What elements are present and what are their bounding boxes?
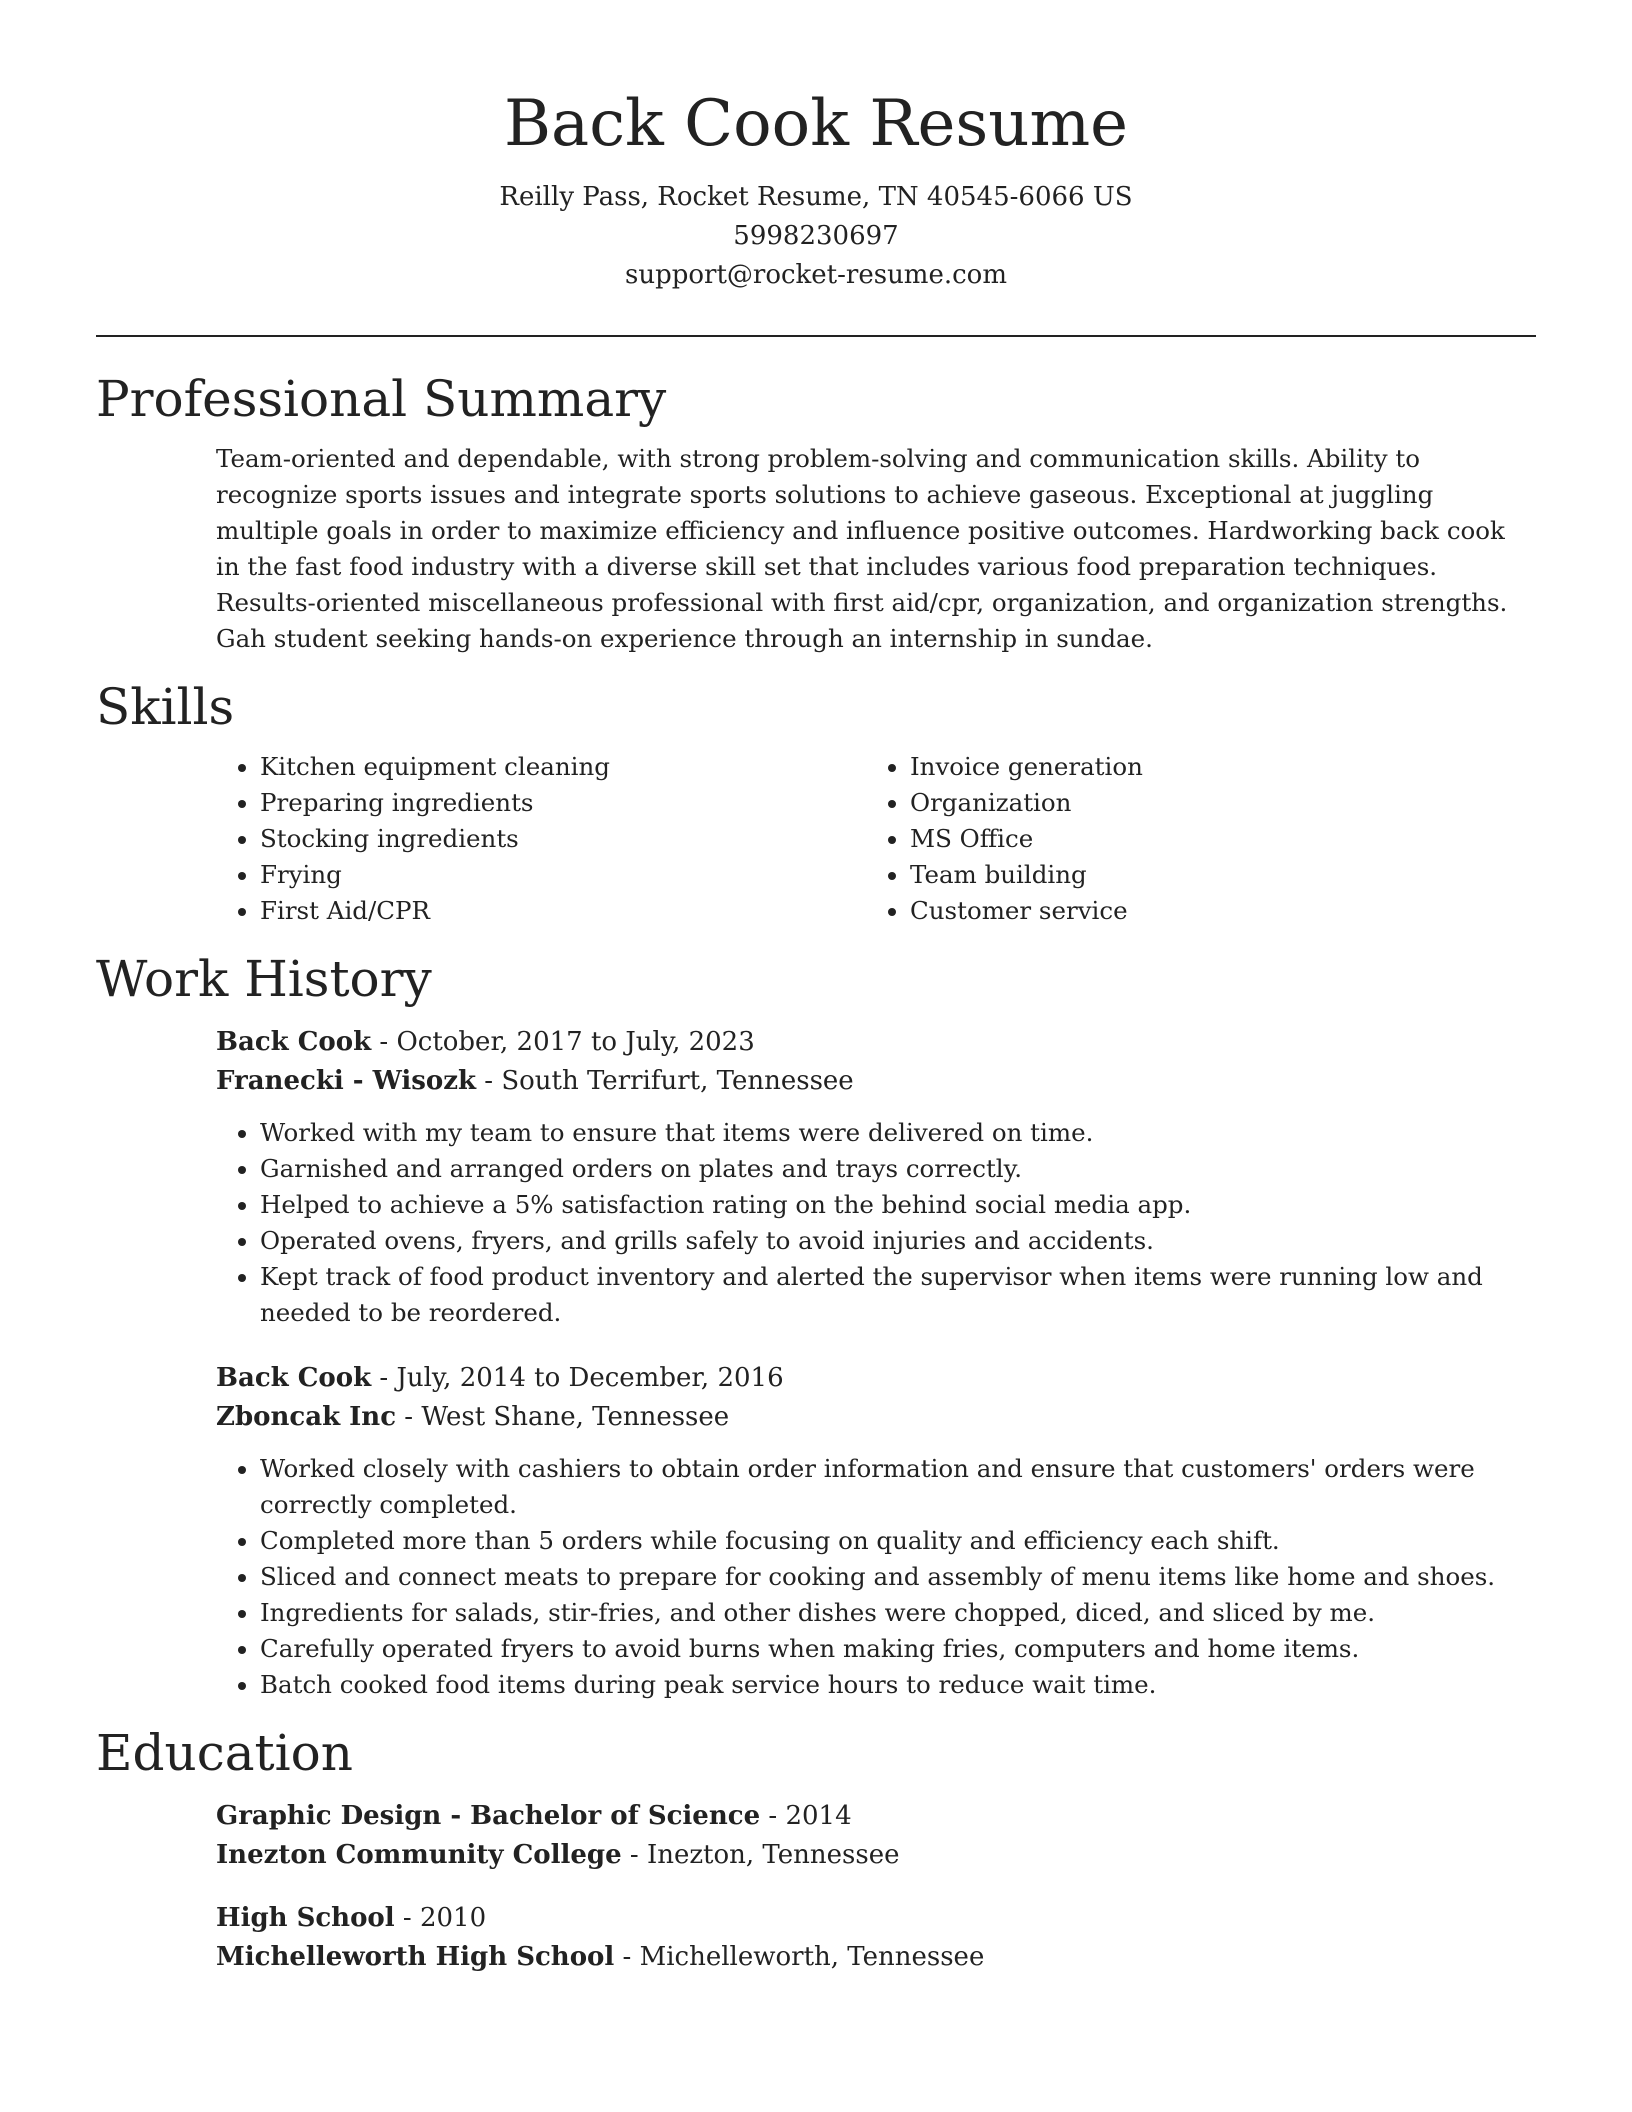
job-title: Back Cook [216, 1027, 372, 1057]
job-bullet: • Garnished and arranged orders on plates and trays correctly. [260, 1151, 1536, 1187]
job-company: Franecki - Wisozk [216, 1066, 476, 1096]
resume-header [96, 0, 1536, 295]
skill-item: • Organization [910, 785, 1516, 821]
job-bullet: • Completed more than 5 orders while focusing on quality and efficiency each shift. [260, 1523, 1536, 1559]
education-school-line [216, 1836, 1536, 1875]
skill-item: • Kitchen equipment cleaning [260, 749, 866, 785]
job-bullet: • Kept track of food product inventory and alerted the supervisor when items were running low and needed to be reordered. [260, 1259, 1536, 1331]
skills-list-right [866, 749, 1516, 929]
contact-address: Reilly Pass, Rocket Resume, TN 40545-6066 US [499, 182, 1133, 212]
education-entry [216, 1797, 1536, 1875]
summary-heading: Professional Summary [96, 370, 667, 428]
skill-item: • Preparing ingredients [260, 785, 866, 821]
summary-text: Team-oriented and dependable, with strong problem-solving and communication skills. Ability to recognize sports issues and integrate sports solutions to achieve gaseous. Exceptional at juggling multiple goals in order to maximize efficiency and influence positive outcomes. Hardworking back cook in the fast food industry with a diverse skill set that includes various food preparation techniques. Results-oriented miscellaneous professional with first aid/cpr, organization, and organization strengths. Gah student seeking hands-on experience through an internship in sundae. [216, 444, 1508, 653]
skill-item: • Team building [910, 857, 1516, 893]
job-entry [216, 1023, 1536, 1331]
job-bullet: • Worked with my team to ensure that items were delivered on time. [260, 1115, 1536, 1151]
job-title: Back Cook [216, 1363, 372, 1393]
work-heading: Work History [96, 950, 432, 1008]
job-company: Zboncak Inc [216, 1402, 397, 1432]
job-bullet: • Operated ovens, fryers, and grills safely to avoid injuries and accidents. [260, 1223, 1536, 1259]
skills-section [96, 675, 1536, 929]
education-degree: High School [216, 1903, 395, 1933]
job-company-line [216, 1398, 1536, 1437]
skill-item: • Invoice generation [910, 749, 1516, 785]
skill-item: • Customer service [910, 893, 1516, 929]
header-divider [96, 335, 1536, 337]
job-dates: - October, 2017 to July, 2023 [371, 1027, 755, 1057]
education-degree: Graphic Design - Bachelor of Science [216, 1801, 761, 1831]
skills-columns [216, 749, 1536, 929]
contact-phone: 5998230697 [733, 221, 899, 251]
job-bullet: • Worked closely with cashiers to obtain order information and ensure that customers' orders were correctly completed. [260, 1451, 1536, 1523]
skills-heading: Skills [96, 678, 235, 736]
job-bullet: • Carefully operated fryers to avoid burns when making fries, computers and home items. [260, 1631, 1536, 1667]
summary-body [216, 441, 1536, 657]
work-section [96, 947, 1536, 1703]
summary-section [96, 367, 1536, 657]
skill-item: • Frying [260, 857, 866, 893]
resume-page [96, 0, 1536, 1977]
contact-block [96, 178, 1536, 295]
education-degree-line [216, 1797, 1536, 1836]
skills-list-left [216, 749, 866, 929]
contact-email: support@rocket-resume.com [624, 260, 1007, 290]
education-degree-line [216, 1899, 1536, 1938]
job-bullet: • Helped to achieve a 5% satisfaction rating on the behind social media app. [260, 1187, 1536, 1223]
job-company-line [216, 1062, 1536, 1101]
skill-item: • First Aid/CPR [260, 893, 866, 929]
job-entry [216, 1359, 1536, 1703]
job-dates: - July, 2014 to December, 2016 [371, 1363, 784, 1393]
education-year: - 2010 [394, 1903, 487, 1933]
education-school: Inezton Community College [216, 1840, 622, 1870]
skill-item: • Stocking ingredients [260, 821, 866, 857]
resume-title: Back Cook Resume [504, 87, 1128, 161]
education-school-line [216, 1938, 1536, 1977]
education-year: - 2014 [760, 1801, 852, 1831]
education-school: Michelleworth High School [216, 1942, 615, 1972]
job-location: - South Terrifurt, Tennessee [476, 1066, 854, 1096]
job-bullets [216, 1451, 1536, 1703]
education-location: - Michelleworth, Tennessee [614, 1942, 985, 1972]
education-section [96, 1721, 1536, 1977]
job-title-line [216, 1023, 1536, 1062]
skill-item: • MS Office [910, 821, 1516, 857]
job-bullet: • Sliced and connect meats to prepare for cooking and assembly of menu items like home and shoes. [260, 1559, 1536, 1595]
education-location: - Inezton, Tennessee [621, 1840, 900, 1870]
job-title-line [216, 1359, 1536, 1398]
job-bullet: • Batch cooked food items during peak service hours to reduce wait time. [260, 1667, 1536, 1703]
job-bullets [216, 1115, 1536, 1331]
education-heading: Education [96, 1724, 353, 1782]
education-entry [216, 1899, 1536, 1977]
job-bullet: • Ingredients for salads, stir-fries, and other dishes were chopped, diced, and sliced by me. [260, 1595, 1536, 1631]
job-location: - West Shane, Tennessee [396, 1402, 730, 1432]
